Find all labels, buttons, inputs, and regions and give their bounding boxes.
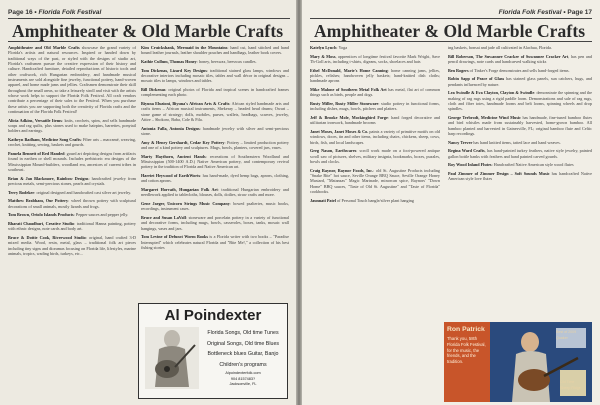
vendor-entry	[8, 118, 136, 134]
vendor-name: Kathryn Badham, Medicine Song Crafts	[8, 137, 81, 143]
vendor-entry	[141, 101, 289, 122]
ad-line: Bottleneck blues Guitar, Banjo	[207, 351, 279, 357]
vendor-entry	[310, 129, 440, 145]
vendor-name: Kim Cruickshank, Mermaid in the Mountains	[141, 45, 228, 50]
vendor-name: Janet Moses, Janet Moses & Co.	[310, 128, 369, 134]
vendor-description: : handcrafted jewelry from precious metals, semi-precious stones, pearls and crystals.	[8, 175, 136, 187]
vendor-entry	[310, 45, 440, 50]
vendor-description: : handmade jewelry with silver and semi-precious stone.	[141, 125, 289, 136]
vendor-entry	[141, 201, 289, 212]
vendor-description: : African styled handmade arts and crafts items – African musical instruments, Shekeray – beaded head drums; Owari – stone game of strategy; dolls, mobiles, purses, wallets, headbags, scarves, jewelry, Attire – Shokoro, Baba, Cole & Fila.	[141, 100, 289, 122]
vendor-description: : scroll work made on a foot-powered antique scroll saw of pictures, shelves, military insignia, bookmarks, boxes, puzzles, bowls and clocks.	[310, 148, 440, 164]
vendor-description: : original photos of Florida and tropical scenes in handcrafted frames complementing each photo.	[141, 86, 289, 98]
vendor-description: is a Florida writer with two books – "Paradise Interrupted" which celebrates natural Florida and "Bite Me!," a collection of his best fishing stories	[141, 234, 290, 250]
ad-poindexter-name: Al Poindexter	[164, 307, 262, 324]
vendor-entry	[448, 90, 592, 111]
vendor-description: : Yoga	[336, 45, 348, 50]
vendor-name: George Terbrodt, Medicine Wind Music	[448, 114, 522, 120]
vendor-description: : original designed and handcrafted cast silver art jewelry.	[34, 189, 132, 195]
vendor-name: Harriet Heywood of EarthWorts	[141, 172, 201, 178]
vendor-name: Biyuna Eluzioni, Biyuna's African Arts & Crafts	[141, 100, 230, 106]
vendor-name: Rusty Miller, Rusty Miller Stoneware	[310, 100, 379, 106]
ad-contact: 904 8157483?	[230, 376, 256, 381]
vendor-description: showcase the grand variety of Florida's artists and natural resources. Inspired or handed down by traditional ways of the past, or styled with the designs of studio art, Florida's craftsmen pursue the creative expression of their history and culture. Handcrafted furniture, detailed reproductions of historic tools and other craftwork, rich Hungarian embroidery, and handmade musical instruments are sold alongside fine jewelry, functional pottery, hand-woven apparel, and home made jams and jellies. Craftsmen demonstrate their skill throughout the small areas, so take a leisurely stroll and visit with the artists whose work helps to support the Florida Folk Festival. All craft vendors contribute a percentage of their sales to the Festival. When you purchase these artists you are supporting both the creativity of Florida crafts and the continuation of the Florida Folk Festival!	[8, 45, 136, 115]
vendor-entry	[8, 151, 136, 172]
vendor-entry	[8, 190, 136, 195]
vendor-name: Jaunnati Patel	[310, 197, 336, 203]
vendor-name: Matthew Brabham, Our Pottery	[8, 198, 69, 204]
vendor-name: Bruce & Dottie Cook, Riverwood Studio	[8, 234, 86, 240]
vendor-entry	[141, 154, 289, 170]
vendor-entry	[8, 198, 136, 209]
ron-patrick-ad	[444, 322, 592, 402]
vendor-description: : demonstrate the spinning and the making of rag rugs using a rigid paddle loom. Demonstrations and sale of rag rugs, cloth and fiber totes, handmade looms and belt looms, spinning wheels and drop spindles.	[448, 90, 592, 112]
vendor-description: : traditional stained glass lamps, windows and decorative interiors including mosaic tiles, tables and wall décor in original designs – mosaic tiles to lamps, windows and tables.	[141, 67, 290, 84]
vendor-name: Tom Brown, Oriolo Islands Products	[8, 212, 74, 218]
vendor-entry	[141, 234, 289, 250]
vendor-name: Pamela Bennett of Red Handed	[8, 151, 65, 157]
vendor-entry	[8, 137, 136, 148]
right-page	[302, 0, 600, 405]
vendor-entry	[8, 45, 136, 114]
left-column-1	[8, 45, 136, 260]
vendor-entry	[141, 215, 289, 231]
vendor-description: : honey, beeswax, beeswax candles.	[196, 58, 257, 64]
vendor-entry	[448, 148, 592, 159]
left-page-header: Page 16 • Florida Folk Festival	[8, 9, 102, 16]
vendor-description: : gourd art depicting designs from artifacts found in earthen or shell mounds. Includes prehistoric era designs of the Mississippian Mound-builders, woodland era, ancestors of current tribes in southeast.	[8, 151, 137, 173]
ad-line: Children's programs	[219, 361, 267, 368]
vendor-entry	[141, 173, 289, 184]
vendor-entry	[448, 140, 592, 145]
vendor-entry	[141, 68, 289, 84]
right-page-header: Florida Folk Festival • Page 17	[498, 9, 592, 16]
vendor-description: : stoneware and porcelain pottery in a variety of functional and decorative forms, including mugs, bowls, casseroles, boxes, tanks, mosaic wall hangings, vases and jars.	[141, 214, 289, 231]
ad-contact: Alpoindexterfolk.com	[225, 371, 261, 375]
vendor-description: of Personal Touch bangle/silver plant hanging	[335, 197, 414, 203]
vendor-entry	[8, 221, 136, 232]
right-page-title: Amphitheater & Old Marble Crafts	[314, 21, 586, 41]
vendor-entry	[310, 115, 440, 126]
vendor-description: : traditional Hungarian embroidery and needlework applied to tablecloths, blouses, dolls, doilies, straw crafts and more.	[141, 186, 289, 198]
right-column-1	[310, 45, 440, 206]
vendor-description: has stained glass panels, sun catchers, hugs, and pendants influenced by nature.	[448, 76, 592, 87]
left-page-number: Page 16	[8, 9, 33, 16]
vendor-entry	[310, 148, 440, 164]
ad-cd-label: Quaker	[556, 336, 568, 340]
ad-ron-patrick-name: Ron Patrick	[447, 326, 485, 333]
vendor-entry	[141, 87, 289, 98]
vendor-name: Jeff & Brooke Mole, Mockingbird Forge	[310, 114, 388, 120]
vendor-entry	[448, 45, 592, 50]
vendor-description: : Handcrafted Native American style wood flutes	[491, 162, 574, 168]
poindexter-ad	[138, 303, 288, 399]
vendor-name: Mike Malone of Southern Metal Folk Art	[310, 86, 387, 92]
vendor-entry	[448, 68, 592, 73]
vendor-description: : Pepper sauces and pepper jelly.	[73, 212, 129, 218]
vendor-entry	[141, 59, 289, 64]
vendor-name: Terry Bodeker	[8, 189, 35, 195]
vendor-description: paints a variety of primitive motifs on old windows, doors, tin and other items, including chairs, chickens, sheep, cows, birds, fish, and local landscapes.	[310, 128, 440, 145]
vendor-name: Antonia Falla, Antonia Designs	[141, 125, 200, 131]
vendor-description: has metal, flat art of common things such as birds, people and dogs.	[310, 86, 440, 98]
vendor-name: Tom Dickenas, Lizard Key Designs	[141, 67, 207, 73]
vendor-entry	[8, 235, 136, 256]
vendor-description: : wheel thrown pottery with sculptural decorations of small animals, mostly lizards and frogs.	[8, 198, 136, 209]
vendor-entry	[310, 198, 440, 203]
ad-cd-label: Old Time	[560, 380, 575, 384]
vendor-name: Nancy Trever	[448, 139, 473, 145]
vendor-description: : home canning jams, jellies, pickles, relishes; handwoven jelly baskets; hand-knitted dish cloths; handmade aprons	[310, 67, 440, 84]
vendor-description: : traditional Hanna painting, pottery with ethnic designs, note cards and body art.	[8, 221, 137, 232]
vendor-name: Gene Jaeger, Unicorn Strings Music Company	[141, 200, 230, 206]
right-publication-name: Florida Folk Festival	[498, 9, 562, 16]
vendor-entry	[310, 101, 440, 112]
vendor-description: has hand knitted items, tatted lace and hand weaves.	[472, 139, 561, 145]
vendor-entry	[448, 115, 592, 136]
vendor-entry	[141, 140, 289, 151]
vendor-name: Ethel McDonald, Marie's Home Canning	[310, 67, 388, 73]
ad-cd-label: Best of 2009	[556, 330, 577, 334]
vendor-name: Mary & Moss	[310, 53, 336, 59]
right-page-number: Page 17	[567, 9, 592, 16]
vendor-name: Bill Dickenas	[141, 86, 166, 92]
vendor-description: of Tinker's Forge demonstrates and sells hand-forged items.	[468, 67, 570, 73]
vendor-entry	[448, 162, 592, 167]
vendor-description: : old St. Augustine Products including "Snake Bite" hot sauce, Seville Orange BBQ Sauce, Seville Orange Honey Mustard, "Matanzas" Magic Marinade, minorcan spice, Raynors' "Down Home" BBQ sauces, "Taste of Old St. Augustine" and "Taste of Florida" cookbooks.	[310, 167, 441, 194]
ad-line: Original Songs, Old time Blues	[206, 340, 280, 347]
vendor-name: Tom Levine of Defunct Worm Books	[141, 234, 208, 240]
right-column-2	[448, 45, 592, 185]
vendor-description: : recreations of Southeastern Woodland and Mississippian (500-1400 A.D.) Native American pottery, and contemporary revival pottery in the tradition of Florida and Native American art.	[141, 153, 289, 170]
left-page	[0, 0, 296, 405]
vendor-description: : has hand-made, dyed hemp bags, aprons, clothing, and cotton aprons.	[141, 172, 289, 184]
vendor-name: Kathie Cullum, Thomas Honey	[141, 58, 197, 64]
vendor-description: , apprentices of longtime festival favorite Mark Wright, Save Th-Goll arts, including t-shirts, digeans, socks, shoelaces and hats	[310, 53, 440, 64]
left-title-rule	[8, 41, 290, 42]
vendor-description: , has pen and pencil drawings, note cards and handcarved walking sticks	[448, 53, 592, 64]
ad-contact: Jacksonville, FL	[229, 382, 257, 387]
vendor-description: : bowed psalteries, music books, recordings, instrument cases.	[141, 200, 289, 212]
vendor-name: Marty Haythorn, Ancient Hands	[141, 153, 206, 159]
vendor-description: : hand forged decorative and utilitarian ironwork, handmade brooms	[310, 114, 441, 126]
left-page-title: Amphitheater & Old Marble Crafts	[12, 21, 284, 41]
vendor-entry	[310, 68, 440, 84]
vendor-name: Amy & Henry Gershardt, Cedar Key Pottery	[141, 139, 225, 145]
vendor-name: Katelyn Lynch	[310, 45, 337, 50]
vendor-entry	[448, 54, 592, 65]
vendor-name: Greg Nason, Earthwares	[310, 148, 357, 154]
vendor-name: Lea Swindle & Eva Clayton, Clayton & Swindle	[448, 90, 535, 96]
vendor-description: : Fiber arts – macramé, weaving, crochet, knitting, sewing, baskets and gourds.	[8, 137, 136, 148]
ad-text-panel	[444, 322, 490, 402]
vendor-description: has handmade, fine-tuned bamboo flutes and bird whistles made from sustainably harvested, home-grown bamboo. All bamboo planted and harvested in Gainesville, FL; original bamboo flute and Celtic harp recordings.	[448, 114, 592, 136]
vendor-entry	[8, 176, 136, 187]
right-header-rule	[310, 18, 592, 19]
vendor-description: : original, hand crafted 3-D mixed media. Wood, resin, metal, glass – traditional folk art pieces including tiny signs and dioramas focusing on Florida life, lifestyles, marine animals, tropics, wading birds, turkeys, etc...	[8, 234, 136, 257]
vendor-name: Paul Zimmer of Zimmer Design – Soft Sounds Music	[448, 170, 550, 176]
vendor-description: : studio pottery in functional forms, including dishes, mugs, bowls, pitchers and platters.	[310, 100, 440, 112]
vendor-description: : knits, crochets, spins, and sells handmade soaps and rag quilts, plus stones used to make hairpins, barrettes, ponytail holders and earrings.	[8, 117, 136, 134]
vendor-description: has handcrafted Native American style love flutes	[448, 170, 592, 182]
vendor-name: Margaret Horvath, Hungarian Folk Art	[141, 186, 218, 192]
vendor-name: Ben Rogers	[448, 67, 469, 73]
ad-ron-patrick-text: Thank you, 58th Florida Folk Festival, for the music, the friends, and the tradition.	[447, 336, 486, 365]
ad-poindexter-text	[201, 328, 285, 387]
vendor-entry	[310, 87, 440, 98]
vendor-description: : hand cut, hand stitched and hand bound leather journals, leather shoulder pouches and handbags, leather book covers.	[141, 45, 289, 56]
vendor-name: Alicia Adkins, Versatile Items	[8, 117, 62, 123]
vendor-entry	[448, 171, 592, 182]
vendor-name: Brian & Jan Blackmore, Rainbow Designs	[8, 175, 89, 181]
vendor-entry	[310, 168, 440, 195]
vendor-entry	[141, 126, 289, 137]
left-publication-name: Florida Folk Festival	[38, 9, 102, 16]
vendor-name: Bruce and Susan LaVoll	[141, 214, 186, 220]
vendor-entry	[8, 212, 136, 217]
vendor-description: ing baskets, bonsai and jade all cultivated in Alachua, Florida.	[448, 45, 552, 50]
vendor-name: Robin Sapp of Peace of Glass	[448, 76, 505, 82]
vendor-entry	[310, 54, 440, 65]
left-header-rule	[8, 18, 290, 19]
vendor-description: , has hand-painted turkey feathers, native style jewelry, painted gallon bottle banks with feathers and hand painted carved gourds.	[448, 148, 592, 159]
vendor-description: : Pottery – limited production pottery and one of a kind pottery and sculptures. Mugs, bowls, planters, covered jars, vases.	[141, 139, 289, 150]
vendor-name: Amphitheater and Old Marble Crafts	[8, 45, 80, 50]
guitar-player-illustration	[145, 327, 199, 389]
vendor-name: Bharati Chaudhuri, Creative Studio	[8, 221, 75, 226]
left-column-2	[141, 45, 289, 254]
ad-cd-label: Sheep Ridge	[560, 386, 581, 390]
vendor-name: Bill Roberson, The Suwannee Cracker of Suwannee Cracker Art	[448, 53, 569, 59]
vendor-name: Craig Raynor, Raynor Foods, Inc.	[310, 167, 374, 173]
vendor-name: Roy Wood Inland Flutes	[448, 162, 492, 168]
vendor-entry	[141, 187, 289, 198]
ad-line: Florida Songs, Old time Tunes	[207, 330, 279, 336]
vendor-entry	[141, 45, 289, 56]
right-title-rule	[310, 41, 592, 42]
vendor-entry	[448, 76, 592, 87]
vendor-name: Regina Ward Crafts	[448, 148, 485, 154]
